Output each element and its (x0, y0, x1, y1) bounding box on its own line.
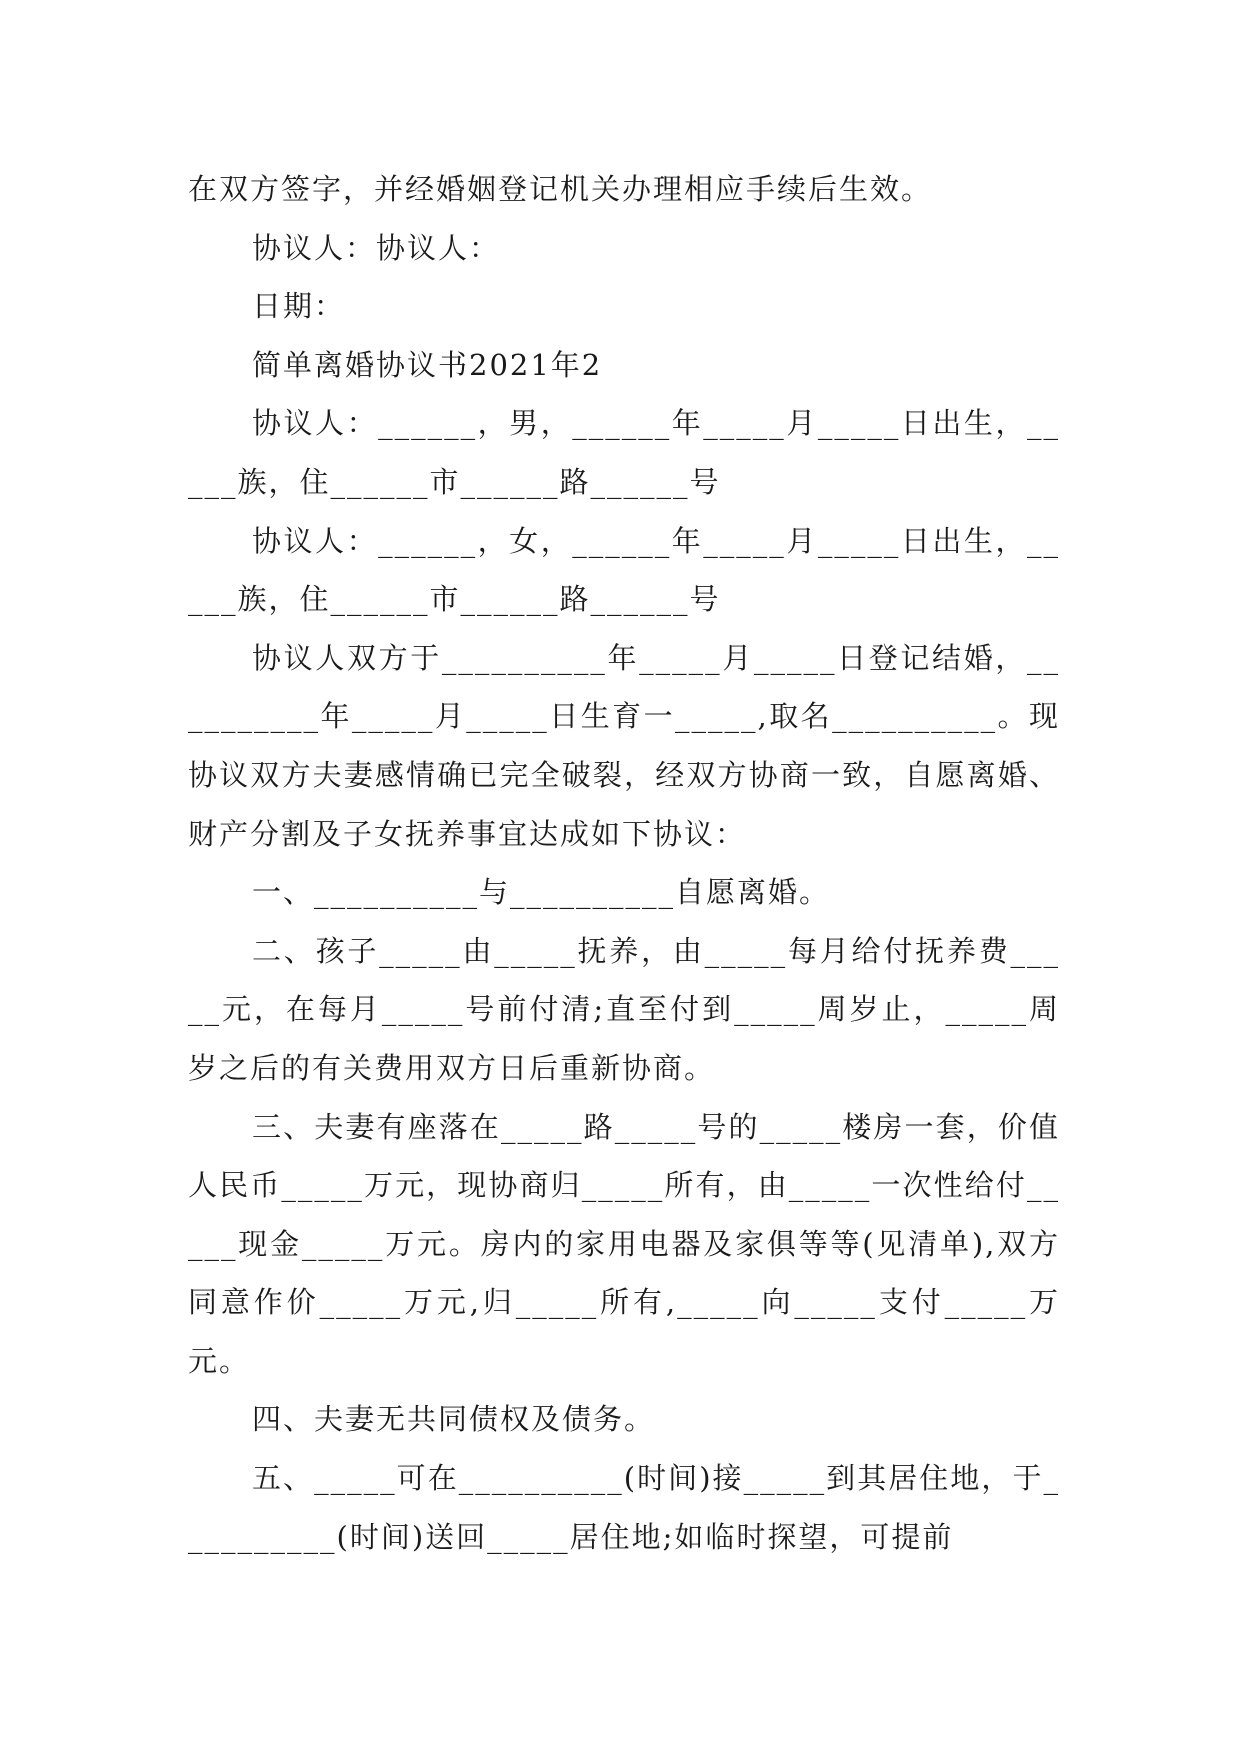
paragraph-effective-clause: 在双方签字，并经婚姻登记机关办理相应手续后生效。 (188, 172, 933, 206)
paragraph-clause-3: 三、夫妻有座落在_____路_____号的_____楼房一套，价值人民币_____万元，现协商归_____所有，由_____一次性给付_____现金_____万元。房内的家用电器及家俱等等(见清单),双方同意作价_____万元,归_____所有,_____向_____支付_____万元。 (188, 1109, 1060, 1378)
paragraph-date: 日期： (252, 289, 346, 324)
paragraph-clause-5: 五、_____可在__________(时间)接_____到其居住地，于__________(时间)送回_____居住地;如临时探望，可提前 (188, 1461, 1060, 1554)
paragraph-clause-2: 二、孩子_____由_____抚养，由_____每月给付抚养费_____元，在每月_____号前付清;直至付到_____周岁止，_____周岁之后的有关费用双方日后重新协商。 (188, 933, 1060, 1085)
paragraph-clause-4: 四、夫妻无共同债权及债务。 (252, 1402, 656, 1437)
paragraph-title: 简单离婚协议书2021年2 (252, 347, 603, 382)
document-page (188, 160, 1060, 1566)
paragraph-clause-1: 一、__________与__________自愿离婚。 (252, 875, 831, 910)
paragraph-party-male: 协议人：______，男，______年_____月_____日出生，_____族，住______市______路______号 (188, 406, 1060, 499)
paragraph-party-female: 协议人：______，女，______年_____月_____日出生，_____族，住______市______路______号 (188, 523, 1060, 617)
paragraph-marriage-info: 协议人双方于__________年_____月_____日登记结婚，__________年_____月_____日生育一_____,取名__________。现协议双方夫妻感情确已完全破裂，经双方协商一致，自愿离婚、财产分割及子女抚养事宜达成如下协议： (188, 640, 1060, 851)
paragraph-signatories: 协议人：协议人： (252, 230, 501, 265)
